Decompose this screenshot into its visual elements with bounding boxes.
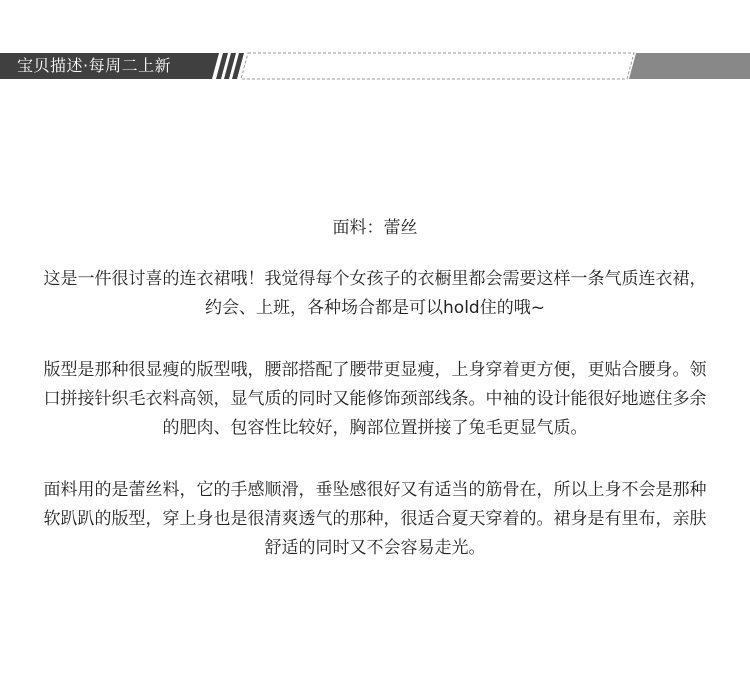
description-paragraph-2: 版型是那种很显瘦的版型哦，腰部搭配了腰带更显瘦，上身穿着更方便，更贴合腰身。领口拼接针织毛衣料高领，显气质的同时又能修饰颈部线条。中袖的设计能很好地遮住多余的肥肉、包容性比较好，胸部位置拼接了兔毛更显气质。 — [43, 360, 707, 438]
header-end-block — [629, 53, 750, 79]
description-paragraph-3: 面料用的是蕾丝料，它的手感顺滑，垂坠感很好又有适当的筋骨在，所以上身不会是那种软趴趴的版型，穿上身也是很清爽透气的那种，很适合夏天穿着的。裙身是有里布，亲肤舒适的同时又不会容易走光。 — [43, 480, 707, 558]
header-title: 宝贝描述·每周二上新 — [17, 56, 172, 75]
section-header — [0, 50, 750, 82]
product-description — [40, 214, 710, 563]
header-dashed-box — [241, 53, 634, 79]
description-paragraph-1: 这是一件很讨喜的连衣裙哦！我觉得每个女孩子的衣橱里都会需要这样一条气质连衣裙，约会、上班，各种场合都是可以hold住的哦~ — [43, 269, 707, 318]
fabric-line: 面料：蕾丝 — [332, 218, 418, 238]
